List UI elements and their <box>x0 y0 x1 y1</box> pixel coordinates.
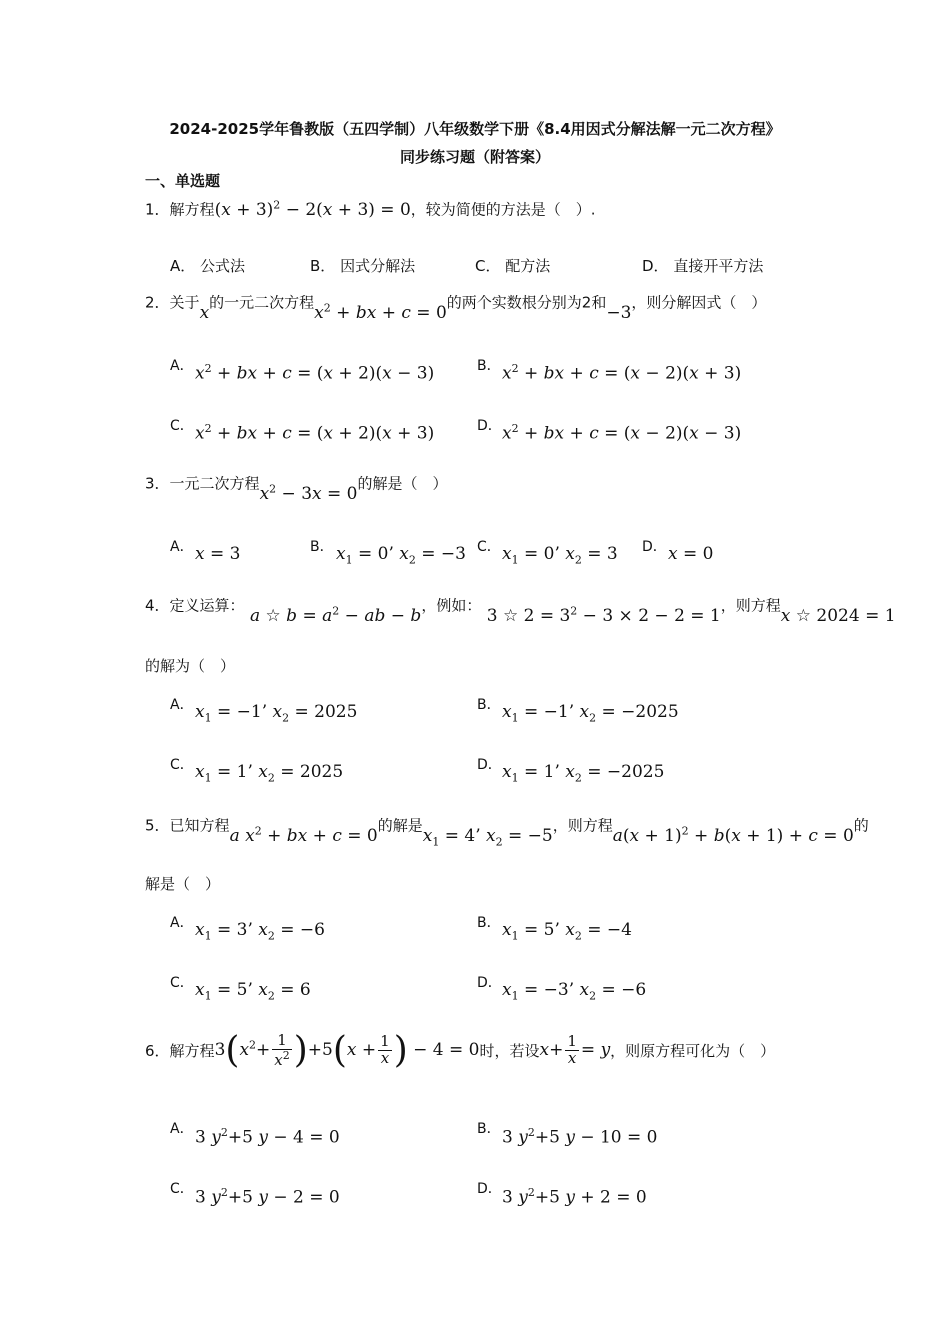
q3-option-c-label[interactable]: C． <box>477 539 501 555</box>
question-6: 6．解方程$3(x^2+$ $\frac{1}{x^2}$ )+5(x + $\frac{1}{x}$ ) − 4 = 0时，若设x+ $\frac{1}{x}$ = y，则原方程可化为（ ） <box>145 1030 776 1071</box>
q2-option-d[interactable]: $x^2$ + bx + c = (x − 2)(x − 3) <box>502 422 742 444</box>
q3-option-b[interactable]: $x_1 = 0$’ $x_2 = -3$ <box>336 544 466 567</box>
q6-option-d[interactable]: 3 $y^2+5$ y + 2 = 0 <box>502 1186 647 1208</box>
q1-option-a[interactable]: A． 公式法 <box>170 257 246 275</box>
q6-option-b-label[interactable]: B． <box>477 1121 501 1137</box>
q4-continuation: 的解为（ ） <box>145 657 236 675</box>
q5-option-c-label[interactable]: C． <box>170 975 194 991</box>
question-5: 5．已知方程a $x^2$ + bx + c = 0的解是$x_1 = 4$’ $x_2 = -5$，则方程$a(x + 1)^2 + b(x + 1) + c = 0$的 <box>145 816 869 849</box>
document-title-line1: 2024-2025学年鲁教版（五四学制）八年级数学下册《8.4用因式分解法解一元二次方程》 <box>169 120 781 138</box>
question-4: 4．定义运算： a ☆ $b = a^2$ − ab − b，例如： 3 ☆ $2 = 3^2 - 3 \times 2 - 2 = 1$，则方程x ☆ 2024 = 1 <box>145 596 896 626</box>
q6-option-c[interactable]: 3 $y^2+5$ y − 2 = 0 <box>195 1186 340 1208</box>
q4-option-a[interactable]: $x_1 = -1$’ $x_2 = 2025$ <box>195 702 358 725</box>
q5-option-b-label[interactable]: B． <box>477 915 501 931</box>
document-title-line2: 同步练习题（附答案） <box>399 148 550 166</box>
q4-option-c-label[interactable]: C． <box>170 757 194 773</box>
q3-option-a-label[interactable]: A． <box>170 539 194 555</box>
q6-option-a[interactable]: 3 $y^2+5$ y − 4 = 0 <box>195 1126 340 1148</box>
q4-option-b-label[interactable]: B． <box>477 697 501 713</box>
question-1: 1．解方程$(x + 3)^2 - 2(x + 3) = 0$，较为简便的方法是（ ）. <box>145 198 596 220</box>
q2-option-a[interactable]: $x^2$ + bx + c = (x + 2)(x − 3) <box>195 362 435 384</box>
q2-option-b-label[interactable]: B． <box>477 358 501 374</box>
q5-option-c[interactable]: $x_1 = 5$’ $x_2 = 6$ <box>195 980 311 1003</box>
q6-option-d-label[interactable]: D． <box>477 1181 502 1197</box>
q5-continuation: 解是（ ） <box>145 875 221 893</box>
q5-option-d-label[interactable]: D． <box>477 975 502 991</box>
q2-option-d-label[interactable]: D． <box>477 418 502 434</box>
q1-option-b[interactable]: B． 因式分解法 <box>310 257 416 275</box>
q5-option-a[interactable]: $x_1 = 3$’ $x_2 = -6$ <box>195 920 325 943</box>
q5-option-d[interactable]: $x_1 = -3$’ $x_2 = -6$ <box>502 980 647 1003</box>
q3-option-d[interactable]: x = 0 <box>668 544 714 564</box>
q3-option-b-label[interactable]: B． <box>310 539 334 555</box>
q1-number: 1． <box>145 200 170 219</box>
q1-equation: $(x + 3)^2 - 2(x + 3) = 0$ <box>214 198 411 220</box>
q2-option-c-label[interactable]: C． <box>170 418 194 434</box>
q1-option-d[interactable]: D． 直接开平方法 <box>642 257 764 275</box>
q5-option-a-label[interactable]: A． <box>170 915 194 931</box>
q3-option-d-label[interactable]: D． <box>642 539 667 555</box>
q6-option-c-label[interactable]: C． <box>170 1181 194 1197</box>
section-heading: 一、单选题 <box>145 172 221 190</box>
q6-option-a-label[interactable]: A． <box>170 1121 194 1137</box>
q4-option-d[interactable]: $x_1 = 1$’ $x_2 = -2025$ <box>502 762 665 785</box>
q2-option-c[interactable]: $x^2$ + bx + c = (x + 2)(x + 3) <box>195 422 435 444</box>
q3-option-a[interactable]: x = 3 <box>195 544 241 564</box>
q4-option-b[interactable]: $x_1 = -1$’ $x_2 = -2025$ <box>502 702 679 725</box>
q4-option-a-label[interactable]: A． <box>170 697 194 713</box>
q6-option-b[interactable]: 3 $y^2+5$ y − 10 = 0 <box>502 1126 658 1148</box>
q5-option-b[interactable]: $x_1 = 5$’ $x_2 = -4$ <box>502 920 632 943</box>
q2-option-a-label[interactable]: A． <box>170 358 194 374</box>
q1-option-c[interactable]: C． 配方法 <box>475 257 551 275</box>
question-2: 2．关于x的一元二次方程$x^2$ + bx + c = 0的两个实数根分别为2和−3，则分解因式（ ） <box>145 293 767 323</box>
q4-option-c[interactable]: $x_1 = 1$’ $x_2 = 2025$ <box>195 762 344 785</box>
q3-option-c[interactable]: $x_1 = 0$’ $x_2 = 3$ <box>502 544 618 567</box>
q4-option-d-label[interactable]: D． <box>477 757 502 773</box>
question-3: 3．一元二次方程$x^2 - 3x = 0$的解是（ ） <box>145 474 448 504</box>
q2-option-b[interactable]: $x^2$ + bx + c = (x − 2)(x + 3) <box>502 362 742 384</box>
